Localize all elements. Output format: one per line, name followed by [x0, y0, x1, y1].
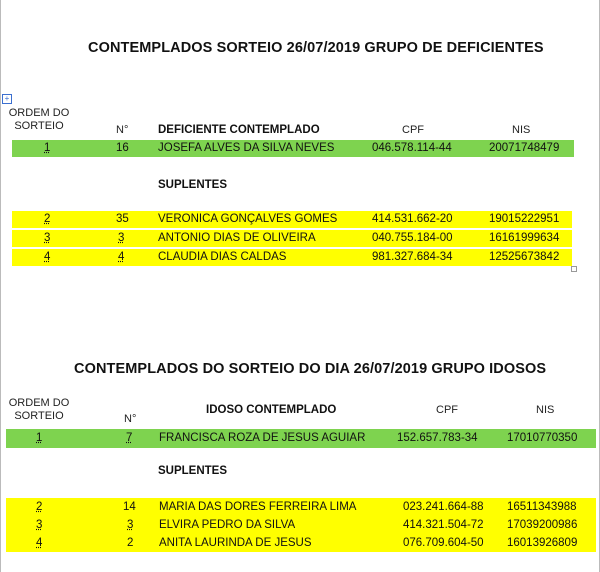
header-num: N°: [124, 413, 137, 425]
cell-nis: 17010770350: [507, 432, 578, 444]
cell-ordem: 1: [36, 432, 43, 444]
cell-nis: 19015222951: [489, 213, 560, 225]
cell-num: 14: [123, 501, 136, 513]
cell-nis: 20071748479: [489, 142, 560, 154]
header-ordem: ORDEM DO SORTEIO: [8, 397, 70, 422]
header-nome: DEFICIENTE CONTEMPLADO: [158, 124, 320, 136]
header-ordem: ORDEM DO SORTEIO: [8, 107, 70, 132]
table-row: [12, 230, 572, 247]
cell-ordem: 4: [36, 537, 43, 549]
page-edge-left: [0, 0, 1, 572]
header-cpf: CPF: [436, 404, 458, 416]
table-row: [6, 516, 596, 534]
cell-nome: JOSEFA ALVES DA SILVA NEVES: [158, 142, 335, 154]
cell-cpf: 076.709.604-50: [403, 537, 484, 549]
cell-nis: 12525673842: [489, 251, 560, 263]
cell-ordem: 2: [44, 213, 51, 225]
header-nis: NIS: [512, 124, 531, 136]
cell-nome: VERONICA GONÇALVES GOMES: [158, 213, 338, 225]
suplentes-label: SUPLENTES: [158, 179, 228, 191]
cell-nis: 17039200986: [507, 519, 578, 531]
cell-nome: ANITA LAURINDA DE JESUS: [159, 537, 312, 549]
table-row-contemplado: [12, 140, 574, 157]
cell-ordem: 2: [36, 501, 43, 513]
header-cpf: CPF: [402, 124, 424, 136]
section-title-idosos: CONTEMPLADOS DO SORTEIO DO DIA 26/07/2019 GRUPO IDOSOS: [74, 361, 547, 377]
cell-num: 3: [118, 232, 125, 244]
cell-ordem: 1: [44, 142, 51, 154]
suplentes-label: SUPLENTES: [158, 465, 228, 477]
cell-ordem: 3: [36, 519, 43, 531]
cell-nome: ANTONIO DIAS DE OLIVEIRA: [158, 232, 316, 244]
cell-num: 3: [127, 519, 134, 531]
table-row: [6, 534, 596, 552]
cell-cpf: 040.755.184-00: [372, 232, 453, 244]
cell-cpf: 152.657.783-34: [397, 432, 478, 444]
table-row: [6, 498, 596, 516]
cell-cpf: 046.578.114-44: [372, 142, 452, 154]
cell-num: 2: [127, 537, 134, 549]
header-nome: IDOSO CONTEMPLADO: [206, 404, 337, 416]
cell-num: 7: [126, 432, 133, 444]
cell-cpf: 981.327.684-34: [372, 251, 453, 263]
cell-num: 16: [116, 142, 129, 154]
table-row-contemplado: [6, 429, 596, 448]
cell-nome: MARIA DAS DORES FERREIRA LIMA: [159, 501, 357, 513]
cell-num: 4: [118, 251, 125, 263]
cell-ordem: 3: [44, 232, 51, 244]
cell-nome: FRANCISCA ROZA DE JESUS AGUIAR: [159, 432, 366, 444]
cell-nis: 16013926809: [507, 537, 578, 549]
header-num: N°: [116, 124, 129, 136]
cell-ordem: 4: [44, 251, 51, 263]
section-title-deficientes: CONTEMPLADOS SORTEIO 26/07/2019 GRUPO DE DEFICIENTES: [88, 40, 544, 56]
cell-nis: 16511343988: [507, 501, 577, 513]
cell-num: 35: [116, 213, 129, 225]
header-nis: NIS: [536, 404, 555, 416]
table-row: [12, 249, 572, 266]
table-resize-handle-icon[interactable]: [571, 266, 577, 272]
cell-nome: CLAUDIA DIAS CALDAS: [158, 251, 287, 263]
table-move-handle-icon[interactable]: +: [2, 94, 12, 104]
table-row: [12, 211, 572, 228]
cell-nis: 16161999634: [489, 232, 560, 244]
cell-nome: ELVIRA PEDRO DA SILVA: [159, 519, 296, 531]
cell-cpf: 414.321.504-72: [403, 519, 484, 531]
cell-cpf: 023.241.664-88: [403, 501, 484, 513]
cell-cpf: 414.531.662-20: [372, 213, 453, 225]
